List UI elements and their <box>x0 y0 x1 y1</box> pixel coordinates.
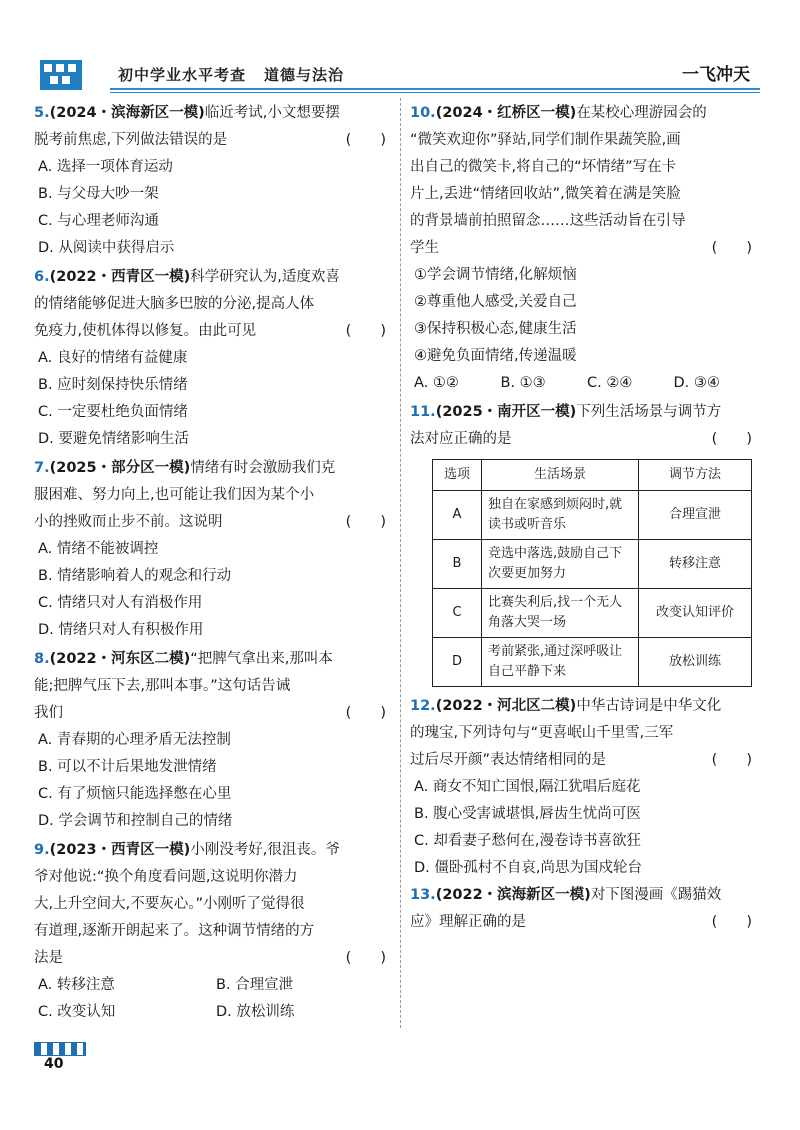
option-c[interactable]: C. ②④ <box>587 375 633 391</box>
column-divider <box>400 98 401 1028</box>
table-header: 选项 <box>433 460 482 491</box>
question-10: 10.(2024・红桥区一模)在某校心理游园会的 “微笑欢迎你”驿站,同学们制作果蔬笑脸,画 出自己的微笑卡,将自己的“坏情绪”写在卡 片上,丢进“情绪回收站”,微笑着在满是笑脸 的背景墙前拍照留念……这些活动旨在引导 学生 ( ) ①学会调节情绪,化解烦恼 ②尊重他人感受,关爱自己 ③保持积极心态,健康生活 ④避免负面情绪,传递温暖 A. ①② B. ①③ C. ②④ D. ③④ <box>410 100 760 397</box>
option-a[interactable]: A. 商女不知亡国恨,隔江犹唱后庭花 <box>414 779 641 795</box>
table-cell: 比赛失利后,找一个无人角落大哭一场 <box>482 589 639 638</box>
table-row <box>433 589 752 638</box>
table-cell: C <box>433 589 482 638</box>
question-9: 9.(2023・西青区一模)小刚没考好,很沮丧。爷 爷对他说:“换个角度看问题,这说明你潜力 大,上升空间大,不要灰心。”小刚听了觉得很 有道理,逐渐开朗起来了。这种调节情绪的方 法是 ( ) A. 转移注意 B. 合理宣泄 C. 改变认知 D. 放松训练 <box>34 837 394 1026</box>
table-cell: 合理宣泄 <box>639 491 752 540</box>
page-number: 40 <box>44 1056 64 1072</box>
statement-1: ①学会调节情绪,化解烦恼 <box>414 267 577 283</box>
right-column <box>410 100 760 936</box>
table-row <box>433 491 752 540</box>
option-c[interactable]: C. 却看妻子愁何在,漫卷诗书喜欲狂 <box>414 833 641 849</box>
answer-paren[interactable]: ( ) <box>345 323 386 339</box>
header-series: 初中学业水平考查 <box>118 66 247 84</box>
header-subject: 道德与法治 <box>264 66 345 84</box>
question-11: 11.(2025・南开区一模)下列生活场景与调节方 法对应正确的是 ( ) 选项 生活场景 调节方法 A 独自在家感到烦闷时,就读书或听音乐 合理宣泄 B 竞选中落选,鼓励自己下次要更加努力 转移注意 C 比赛失利后,找一个无人角落大哭一场 改变认知评价 D 考前紧张,通过深呼吸让自己平静下来 放松训练 <box>410 399 760 687</box>
table-cell: 放松训练 <box>639 638 752 687</box>
header-brand: 一飞冲天 <box>682 65 750 85</box>
option-c[interactable]: C. 一定要杜绝负面情绪 <box>38 404 188 420</box>
header-badge-icon <box>40 60 110 90</box>
question-stem: 5.(2024・滨海新区一模)临近考试,小文想要摆 <box>34 105 340 121</box>
table-header-row <box>433 460 752 491</box>
answer-paren[interactable]: ( ) <box>711 752 752 768</box>
option-c[interactable]: C. 情绪只对人有消极作用 <box>38 595 203 611</box>
table-header: 生活场景 <box>482 460 639 491</box>
option-d[interactable]: D. 从阅读中获得启示 <box>38 240 175 256</box>
option-b[interactable]: B. 与父母大吵一架 <box>38 186 159 202</box>
statement-2: ②尊重他人感受,关爱自己 <box>414 294 577 310</box>
option-d[interactable]: D. 放松训练 <box>216 1004 295 1020</box>
answer-paren[interactable]: ( ) <box>345 132 386 148</box>
option-d[interactable]: D. 僵卧孤村不自哀,尚思为国戍轮台 <box>414 860 642 876</box>
table-header: 调节方法 <box>639 460 752 491</box>
question-12: 12.(2022・河北区二模)中华古诗词是中华文化 的瑰宝,下列诗句与“更喜岷山千里雪,三军 过后尽开颜”表达情绪相同的是 ( ) A. 商女不知亡国恨,隔江犹唱后庭花 B. 腹心受害诚堪惧,唇齿生忧尚可医 C. 却看妻子愁何在,漫卷诗书喜欲狂 D. 僵卧孤村不自哀,尚思为国戍轮台 <box>410 693 760 882</box>
question-8: 8.(2022・河东区二模)“把脾气拿出来,那叫本 能;把脾气压下去,那叫本事。”这句话告诫 我们 ( ) A. 青春期的心理矛盾无法控制 B. 可以不计后果地发泄情绪 C. 有了烦恼只能选择憋在心里 D. 学会调节和控制自己的情绪 <box>34 646 394 835</box>
table-cell: A <box>433 491 482 540</box>
question-5: 5.(2024・滨海新区一模)临近考试,小文想要摆 脱考前焦虑,下列做法错误的是 ( ) A. 选择一项体育运动 B. 与父母大吵一架 C. 与心理老师沟通 D. 从阅读中获得启示 <box>34 100 394 262</box>
table-row <box>433 638 752 687</box>
question-7: 7.(2025・部分区一模)情绪有时会激励我们克 服困难、努力向上,也可能让我们因为某个小 小的挫败而止步不前。这说明 ( ) A. 情绪不能被调控 B. 情绪影响着人的观念和行动 C. 情绪只对人有消极作用 D. 情绪只对人有积极作用 <box>34 455 394 644</box>
header-title <box>118 64 344 85</box>
option-d[interactable]: D. ③④ <box>673 375 720 391</box>
adjustment-table <box>432 459 752 687</box>
answer-paren[interactable]: ( ) <box>345 705 386 721</box>
option-a[interactable]: A. 选择一项体育运动 <box>38 159 173 175</box>
option-a[interactable]: A. 青春期的心理矛盾无法控制 <box>38 732 231 748</box>
option-c[interactable]: C. 有了烦恼只能选择憋在心里 <box>38 786 232 802</box>
table-cell: D <box>433 638 482 687</box>
table-cell: 改变认知评价 <box>639 589 752 638</box>
option-b[interactable]: B. 应时刻保持快乐情绪 <box>38 377 188 393</box>
option-c[interactable]: C. 改变认知 <box>38 1004 116 1020</box>
option-d[interactable]: D. 学会调节和控制自己的情绪 <box>38 813 233 829</box>
option-a[interactable]: A. ①② <box>414 375 459 391</box>
question-6: 6.(2022・西青区一模)科学研究认为,适度欢喜 的情绪能够促进大脑多巴胺的分泌,提高人体 免疫力,使机体得以修复。由此可见 ( ) A. 良好的情绪有益健康 B. 应时刻保持快乐情绪 C. 一定要杜绝负面情绪 D. 要避免情绪影响生活 <box>34 264 394 453</box>
option-c[interactable]: C. 与心理老师沟通 <box>38 213 159 229</box>
option-b[interactable]: B. 可以不计后果地发泄情绪 <box>38 759 217 775</box>
option-a[interactable]: A. 良好的情绪有益健康 <box>38 350 188 366</box>
table-cell: 竞选中落选,鼓励自己下次要更加努力 <box>482 540 639 589</box>
table-row <box>433 540 752 589</box>
page-header <box>40 58 760 94</box>
answer-paren[interactable]: ( ) <box>711 914 752 930</box>
option-d[interactable]: D. 情绪只对人有积极作用 <box>38 622 204 638</box>
option-d[interactable]: D. 要避免情绪影响生活 <box>38 431 189 447</box>
statement-4: ④避免负面情绪,传递温暖 <box>414 348 577 364</box>
table-cell: 考前紧张,通过深呼吸让自己平静下来 <box>482 638 639 687</box>
answer-paren[interactable]: ( ) <box>711 240 752 256</box>
statement-3: ③保持积极心态,健康生活 <box>414 321 577 337</box>
table-cell: 独自在家感到烦闷时,就读书或听音乐 <box>482 491 639 540</box>
option-a[interactable]: A. 情绪不能被调控 <box>38 541 159 557</box>
option-b[interactable]: B. 合理宣泄 <box>216 977 294 993</box>
flag-icon <box>34 1042 86 1056</box>
option-a[interactable]: A. 转移注意 <box>38 977 115 993</box>
table-cell: B <box>433 540 482 589</box>
answer-paren[interactable]: ( ) <box>711 431 752 447</box>
answer-paren[interactable]: ( ) <box>345 950 386 966</box>
option-b[interactable]: B. ①③ <box>500 375 546 391</box>
option-b[interactable]: B. 情绪影响着人的观念和行动 <box>38 568 232 584</box>
table-cell: 转移注意 <box>639 540 752 589</box>
option-b[interactable]: B. 腹心受害诚堪惧,唇齿生忧尚可医 <box>414 806 641 822</box>
answer-paren[interactable]: ( ) <box>345 514 386 530</box>
question-13: 13.(2022・滨海新区一模)对下图漫画《踢猫效 应》理解正确的是 ( ) <box>410 882 760 936</box>
left-column <box>34 100 394 1026</box>
page-footer <box>34 1042 94 1074</box>
